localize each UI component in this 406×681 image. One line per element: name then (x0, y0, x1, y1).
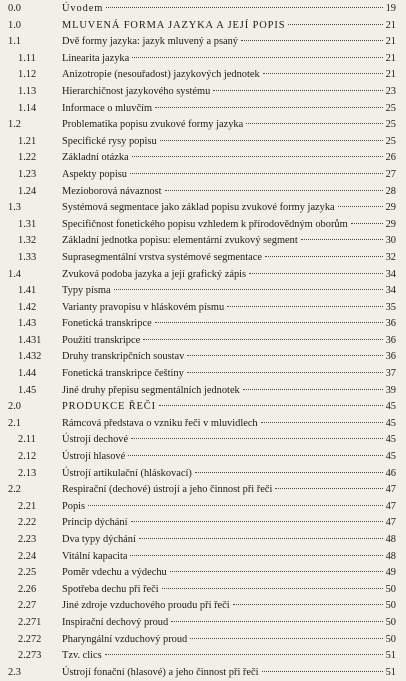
section-title: Rámcová představa o vzniku řeči v mluvidlech (62, 417, 258, 429)
section-title: Systémová segmentace jako základ popisu zvukové formy jazyka (62, 202, 335, 214)
page-number: 34 (385, 268, 396, 280)
toc-entry (0, 615, 406, 632)
dot-leader (249, 273, 383, 274)
dot-leader (338, 206, 383, 207)
entry-line (62, 515, 396, 532)
toc-entry (0, 150, 406, 167)
page-number: 23 (385, 85, 396, 97)
dot-leader (213, 90, 382, 91)
entry-line (62, 101, 396, 118)
section-title: Pharyngální vzduchový proud (62, 633, 188, 645)
entry-line (62, 383, 396, 400)
section-number: 1.23 (18, 168, 37, 180)
entry-line (62, 665, 396, 681)
dot-leader (241, 40, 383, 41)
section-number: 2.2 (8, 484, 21, 496)
entry-line (62, 399, 396, 416)
entry-line (62, 18, 396, 35)
entry-line (62, 598, 396, 615)
entry-line (62, 117, 396, 134)
section-title: Základní otázka (62, 152, 129, 164)
entry-line (62, 233, 396, 250)
section-title: Jiné druhy přepisu segmentálních jednotek (62, 384, 240, 396)
entry-line (62, 67, 396, 84)
section-title: Tzv. clics (62, 650, 102, 662)
toc-entry (0, 200, 406, 217)
section-number: 2.21 (18, 500, 37, 512)
toc-entry (0, 532, 406, 549)
section-number: 1.2 (8, 119, 21, 131)
section-title: Problematika popisu zvukové formy jazyka (62, 119, 244, 131)
page-number: 26 (385, 152, 396, 164)
toc-entry (0, 333, 406, 350)
toc-entry (0, 18, 406, 35)
page-number: 32 (385, 251, 396, 263)
toc-entry (0, 515, 406, 532)
toc-entry (0, 134, 406, 151)
dot-leader (128, 455, 382, 456)
section-number: 2.22 (18, 517, 37, 529)
page-number: 50 (385, 616, 396, 628)
section-number: 1.0 (8, 19, 21, 31)
section-number: 1.32 (18, 235, 37, 247)
section-title: Zvuková podoba jazyka a její grafický zápis (62, 268, 247, 280)
toc-entry (0, 217, 406, 234)
dot-leader (190, 638, 382, 639)
page-number: 36 (385, 334, 396, 346)
entry-line (62, 615, 396, 632)
toc-entry (0, 250, 406, 267)
dot-leader (162, 588, 383, 589)
section-title: Fonetická transkripce (62, 318, 152, 330)
section-title: Popis (62, 500, 86, 512)
entry-line (62, 499, 396, 516)
dot-leader (160, 140, 383, 141)
entry-line (62, 184, 396, 201)
dot-leader (171, 621, 382, 622)
section-title: Jiné zdroje vzduchového proudu při řeči (62, 600, 230, 612)
dot-leader (351, 223, 383, 224)
entry-line (62, 84, 396, 101)
entry-line (62, 167, 396, 184)
page-number: 50 (385, 600, 396, 612)
section-title: Vitální kapacita (62, 550, 128, 562)
section-number: 1.13 (18, 85, 37, 97)
dot-leader (132, 156, 383, 157)
toc-entry (0, 383, 406, 400)
section-title: Hierarchičnost jazykového systému (62, 85, 211, 97)
section-title: Typy písma (62, 285, 111, 297)
section-number: 1.41 (18, 285, 37, 297)
toc-entry (0, 598, 406, 615)
section-number: 1.43 (18, 318, 37, 330)
page-number: 48 (385, 534, 396, 545)
entry-line (62, 316, 396, 333)
toc-entry (0, 349, 406, 366)
entry-line (62, 300, 396, 317)
entry-line (62, 51, 396, 68)
toc-entry (0, 648, 406, 665)
page-number: 45 (385, 451, 396, 463)
dot-leader (275, 488, 382, 489)
section-title: Informace o mluvčím (62, 102, 153, 114)
section-number: 1.11 (18, 52, 36, 64)
dot-leader (243, 389, 383, 390)
dot-leader (195, 472, 383, 473)
dot-leader (263, 73, 383, 74)
page-number: 25 (385, 119, 396, 131)
page-number: 39 (385, 384, 396, 396)
dot-leader (143, 339, 382, 340)
entry-line (62, 134, 396, 151)
toc-entry (0, 466, 406, 483)
entry-line (62, 416, 396, 433)
dot-leader (187, 372, 383, 373)
dot-leader (187, 355, 382, 356)
dot-leader (227, 306, 382, 307)
section-title: Princip dýchání (62, 517, 128, 529)
section-number: 2.0 (8, 401, 21, 413)
section-title: Specifičnost fonetického popisu vzhledem k přírodovědným oborům (62, 218, 348, 230)
page-number: 28 (385, 185, 396, 197)
dot-leader (301, 239, 383, 240)
page-number: 21 (385, 36, 396, 48)
section-title: Ústrojí artikulační (hláskovací) (62, 467, 192, 479)
entry-line (62, 349, 396, 366)
entry-line (62, 449, 396, 466)
toc-entry (0, 565, 406, 582)
entry-line (62, 34, 396, 51)
section-number: 1.31 (18, 218, 37, 230)
section-title: Respirační (dechové) ústrojí a jeho činnost při řeči (62, 484, 273, 496)
page-number: 45 (385, 434, 396, 446)
toc-entry (0, 184, 406, 201)
section-number: 1.12 (18, 69, 37, 81)
dot-leader (165, 190, 383, 191)
toc-entry (0, 84, 406, 101)
section-number: 2.273 (18, 650, 42, 662)
entry-line (62, 565, 396, 582)
toc-entry (0, 499, 406, 516)
page-number: 19 (385, 3, 396, 14)
page-number: 46 (385, 467, 396, 479)
page-number: 27 (385, 168, 396, 180)
section-number: 2.3 (8, 666, 21, 678)
page-number: 51 (385, 666, 396, 678)
page-number: 51 (385, 650, 396, 662)
section-title: Aspekty popisu (62, 168, 127, 180)
toc-entry (0, 416, 406, 433)
dot-leader (159, 405, 383, 406)
entry-line (62, 549, 396, 566)
section-title: Fonetická transkripce češtiny (62, 368, 184, 380)
page-number: 50 (385, 633, 396, 645)
toc-entry (0, 449, 406, 466)
section-title: PRODUKCE ŘEČI (62, 401, 156, 413)
section-title: Anizotropie (nesouřadost) jazykových jednotek (62, 69, 260, 81)
section-number: 1.21 (18, 135, 37, 147)
page-number: 49 (385, 567, 396, 579)
page-number: 21 (385, 19, 396, 31)
toc-entry (0, 300, 406, 317)
page-number: 36 (385, 318, 396, 330)
dot-leader (233, 604, 383, 605)
entry-line (62, 250, 396, 267)
toc-entry (0, 67, 406, 84)
section-number: 2.27 (18, 600, 37, 612)
entry-line (62, 482, 396, 499)
dot-leader (130, 555, 382, 556)
section-title: Suprasegmentální vrstva systémové segmentace (62, 251, 262, 263)
dot-leader (262, 671, 383, 672)
page-number: 21 (385, 52, 396, 64)
page-number: 47 (385, 517, 396, 529)
section-number: 1.431 (18, 334, 42, 346)
dot-leader (265, 256, 383, 257)
page-number: 30 (385, 235, 396, 247)
page-number: 45 (385, 417, 396, 429)
toc-entry (0, 632, 406, 649)
dot-leader (132, 57, 382, 58)
section-title: Specifické rysy popisu (62, 135, 157, 147)
toc-entry (0, 399, 406, 416)
section-title: Dvě formy jazyka: jazyk mluvený a psaný (62, 36, 239, 48)
toc-entry (0, 117, 406, 134)
dot-leader (170, 571, 383, 572)
section-number: 1.33 (18, 251, 37, 263)
section-number: 2.24 (18, 550, 37, 562)
toc-entry (0, 1, 406, 18)
section-title: MLUVENÁ FORMA JAZYKA A JEJÍ POPIS (62, 19, 286, 31)
section-number: 2.271 (18, 616, 42, 628)
section-number: 2.26 (18, 583, 37, 595)
dot-leader (130, 173, 383, 174)
toc-entry (0, 665, 406, 681)
entry-line (62, 217, 396, 234)
section-number: 1.42 (18, 301, 37, 313)
page-number: 21 (385, 69, 396, 81)
entry-line (62, 582, 396, 599)
dot-leader (246, 123, 382, 124)
section-title: Úvodem (62, 3, 104, 14)
section-title: Použití transkripce (62, 334, 141, 346)
dot-leader (261, 422, 383, 423)
section-number: 2.23 (18, 534, 37, 545)
section-title: Linearita jazyka (62, 52, 130, 64)
section-title: Inspirační dechový proud (62, 616, 169, 628)
toc-entry (0, 101, 406, 118)
toc-entry (0, 267, 406, 284)
section-title: Dva typy dýchání (62, 534, 136, 545)
toc-entry (0, 51, 406, 68)
dot-leader (88, 505, 383, 506)
page-number: 25 (385, 135, 396, 147)
toc-entry (0, 34, 406, 51)
page-number: 37 (385, 368, 396, 380)
dot-leader (105, 654, 383, 655)
section-number: 2.25 (18, 567, 37, 579)
section-number: 2.272 (18, 633, 42, 645)
section-number: 1.1 (8, 36, 21, 48)
toc-entry (0, 482, 406, 499)
dot-leader (114, 289, 383, 290)
toc-entry (0, 366, 406, 383)
dot-leader (106, 7, 382, 8)
section-number: 1.14 (18, 102, 37, 114)
page-number: 34 (385, 285, 396, 297)
toc-entry (0, 582, 406, 599)
toc-entry (0, 549, 406, 566)
section-number: 1.45 (18, 384, 37, 396)
toc-entry (0, 233, 406, 250)
section-title: Varianty pravopisu v hláskovém písmu (62, 301, 225, 313)
section-title: Ústrojí fonační (hlasové) a jeho činnost při řeči (62, 666, 259, 678)
page-number: 47 (385, 500, 396, 512)
toc-entry (0, 283, 406, 300)
entry-line (62, 267, 396, 284)
entry-line (62, 366, 396, 383)
toc-entry (0, 316, 406, 333)
entry-line (62, 333, 396, 350)
section-number: 1.4 (8, 268, 21, 280)
page-number: 50 (385, 583, 396, 595)
entry-line (62, 648, 396, 665)
section-number: 1.3 (8, 202, 21, 214)
entry-line (62, 200, 396, 217)
entry-line (62, 532, 396, 549)
section-number: 1.24 (18, 185, 37, 197)
section-title: Mezioborová návaznost (62, 185, 162, 197)
section-title: Ústrojí hlasové (62, 451, 126, 463)
section-title: Poměr vdechu a výdechu (62, 567, 167, 579)
entry-line (62, 466, 396, 483)
section-title: Druhy transkripčních soustav (62, 351, 185, 363)
dot-leader (131, 438, 383, 439)
section-number: 2.11 (18, 434, 36, 446)
section-number: 0.0 (8, 3, 21, 14)
page-number: 35 (385, 301, 396, 313)
section-title: Spotřeba dechu při řeči (62, 583, 159, 595)
dot-leader (288, 24, 382, 25)
dot-leader (131, 521, 383, 522)
toc-entry (0, 432, 406, 449)
entry-line (62, 432, 396, 449)
section-title: Základní jednotka popisu: elementární zvukový segment (62, 235, 298, 247)
section-number: 1.432 (18, 351, 42, 363)
section-number: 2.1 (8, 417, 21, 429)
toc-entry (0, 167, 406, 184)
section-number: 2.13 (18, 467, 37, 479)
entry-line (62, 1, 396, 18)
dot-leader (139, 538, 383, 539)
page-number: 25 (385, 102, 396, 114)
entry-line (62, 150, 396, 167)
section-number: 1.22 (18, 152, 37, 164)
page-number: 29 (385, 202, 396, 214)
section-number: 1.44 (18, 368, 37, 380)
page-number: 36 (385, 351, 396, 363)
page-number: 29 (385, 218, 396, 230)
dot-leader (155, 322, 383, 323)
page-number: 48 (385, 550, 396, 562)
section-title: Ústrojí dechové (62, 434, 129, 446)
page-number: 45 (385, 401, 396, 413)
entry-line (62, 632, 396, 649)
section-number: 2.12 (18, 451, 37, 463)
entry-line (62, 283, 396, 300)
dot-leader (155, 107, 383, 108)
page-number: 47 (385, 484, 396, 496)
